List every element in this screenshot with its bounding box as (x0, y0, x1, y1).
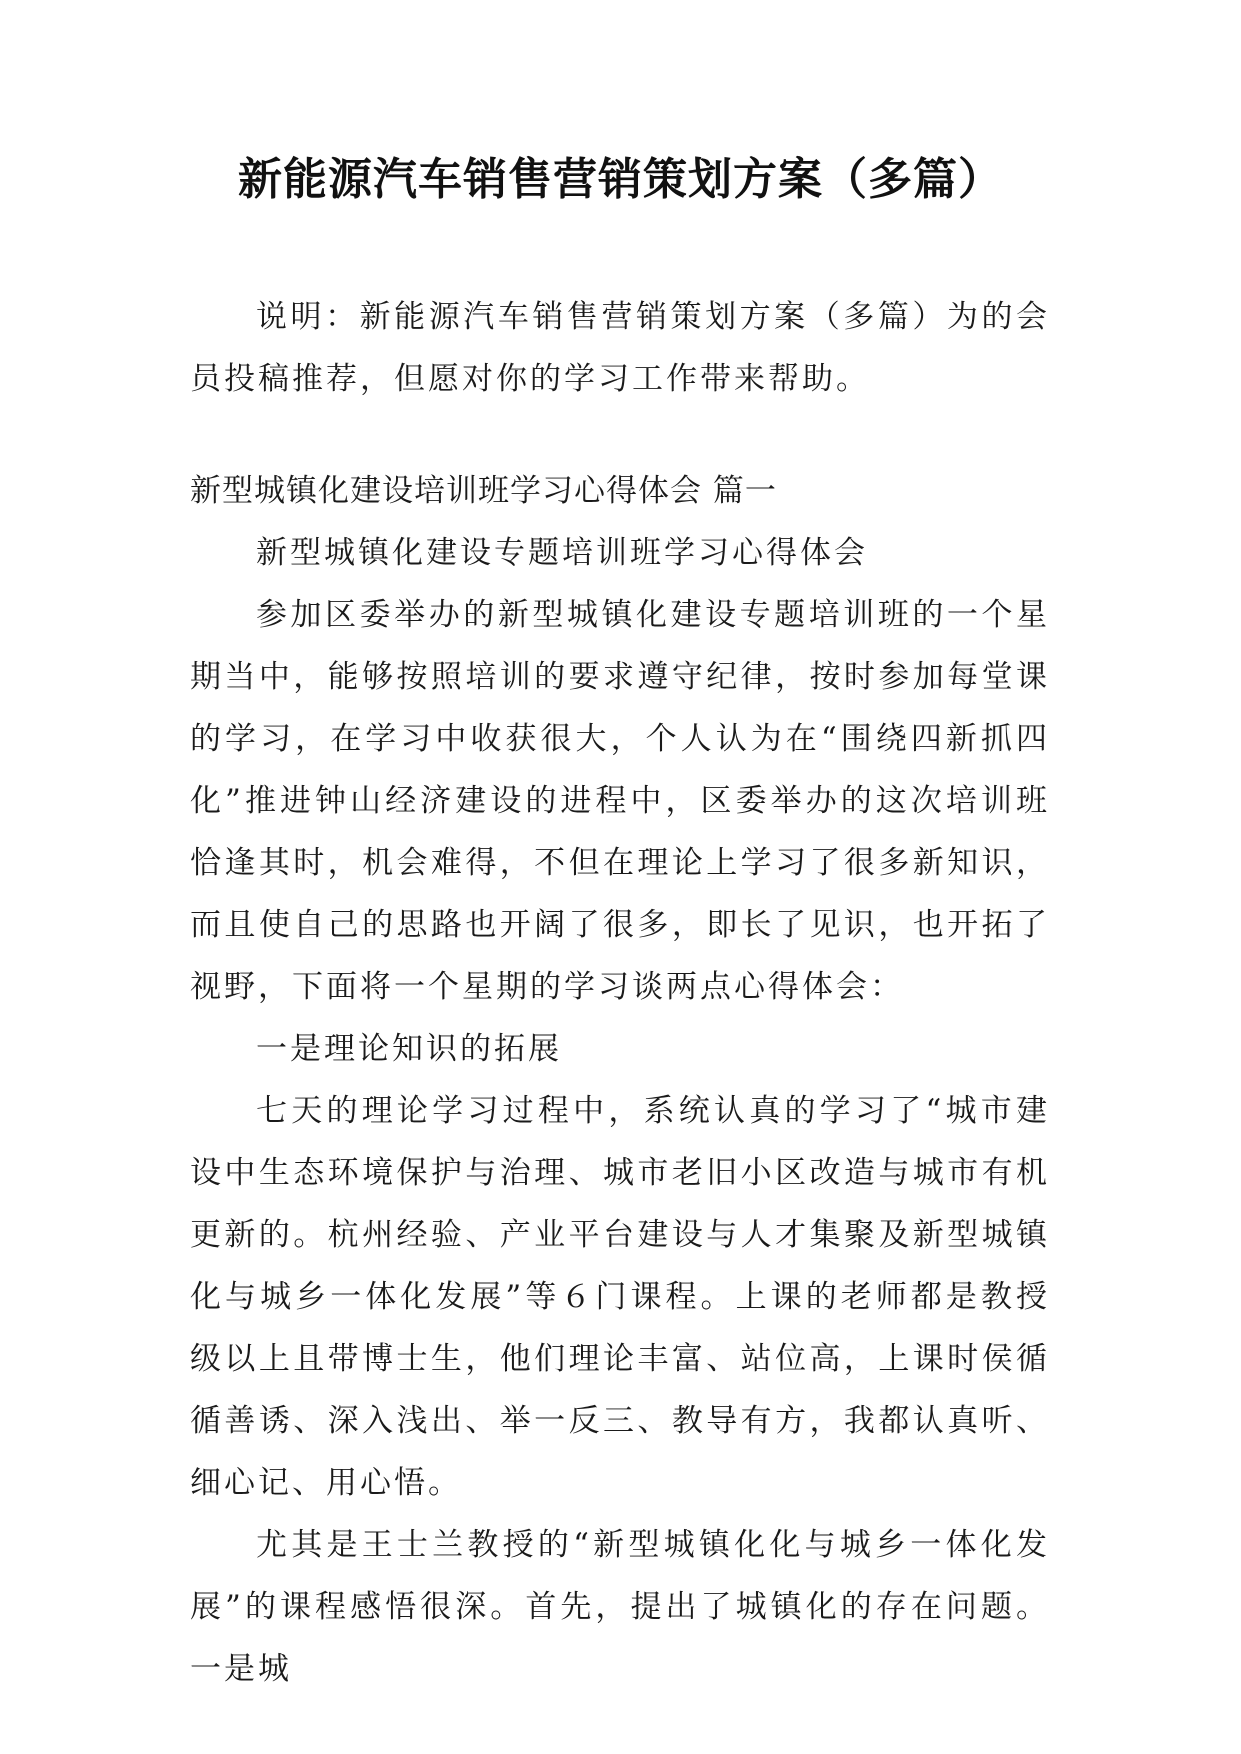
section-block (190, 460, 1050, 1700)
section-subtitle: 新型城镇化建设专题培训班学习心得体会 (256, 535, 868, 571)
body-paragraph: 尤其是王士兰教授的“新型城镇化化与城乡一体化发展”的课程感悟很深。首先，提出了城镇化的存在问题。一是城 (190, 1527, 1050, 1687)
section-heading: 新型城镇化建设培训班学习心得体会 篇一 (190, 473, 777, 509)
body-paragraph: 一是理论知识的拓展 (256, 1031, 562, 1067)
intro-block (190, 286, 1050, 410)
intro-paragraph: 说明：新能源汽车销售营销策划方案（多篇）为的会员投稿推荐，但愿对你的学习工作带来帮助。 (190, 299, 1050, 397)
body-paragraph: 参加区委举办的新型城镇化建设专题培训班的一个星期当中，能够按照培训的要求遵守纪律，按时参加每堂课的学习，在学习中收获很大，个人认为在“围绕四新抓四化”推进钟山经济建设的进程中，区委举办的这次培训班恰逢其时，机会难得，不但在理论上学习了很多新知识，而且使自己的思路也开阔了很多，即长了见识，也开拓了视野，下面将一个星期的学习谈两点心得体会： (190, 597, 1050, 1005)
document-title: 新能源汽车销售营销策划方案（多篇） (238, 154, 1003, 205)
body-paragraph: 七天的理论学习过程中，系统认真的学习了“城市建设中生态环境保护与治理、城市老旧小区改造与城市有机更新的。杭州经验、产业平台建设与人才集聚及新型城镇化与城乡一体化发展”等６门课程。上课的老师都是教授级以上且带博士生，他们理论丰富、站位高，上课时侯循循善诱、深入浅出、举一反三、教导有方，我都认真听、细心记、用心悟。 (190, 1093, 1050, 1501)
